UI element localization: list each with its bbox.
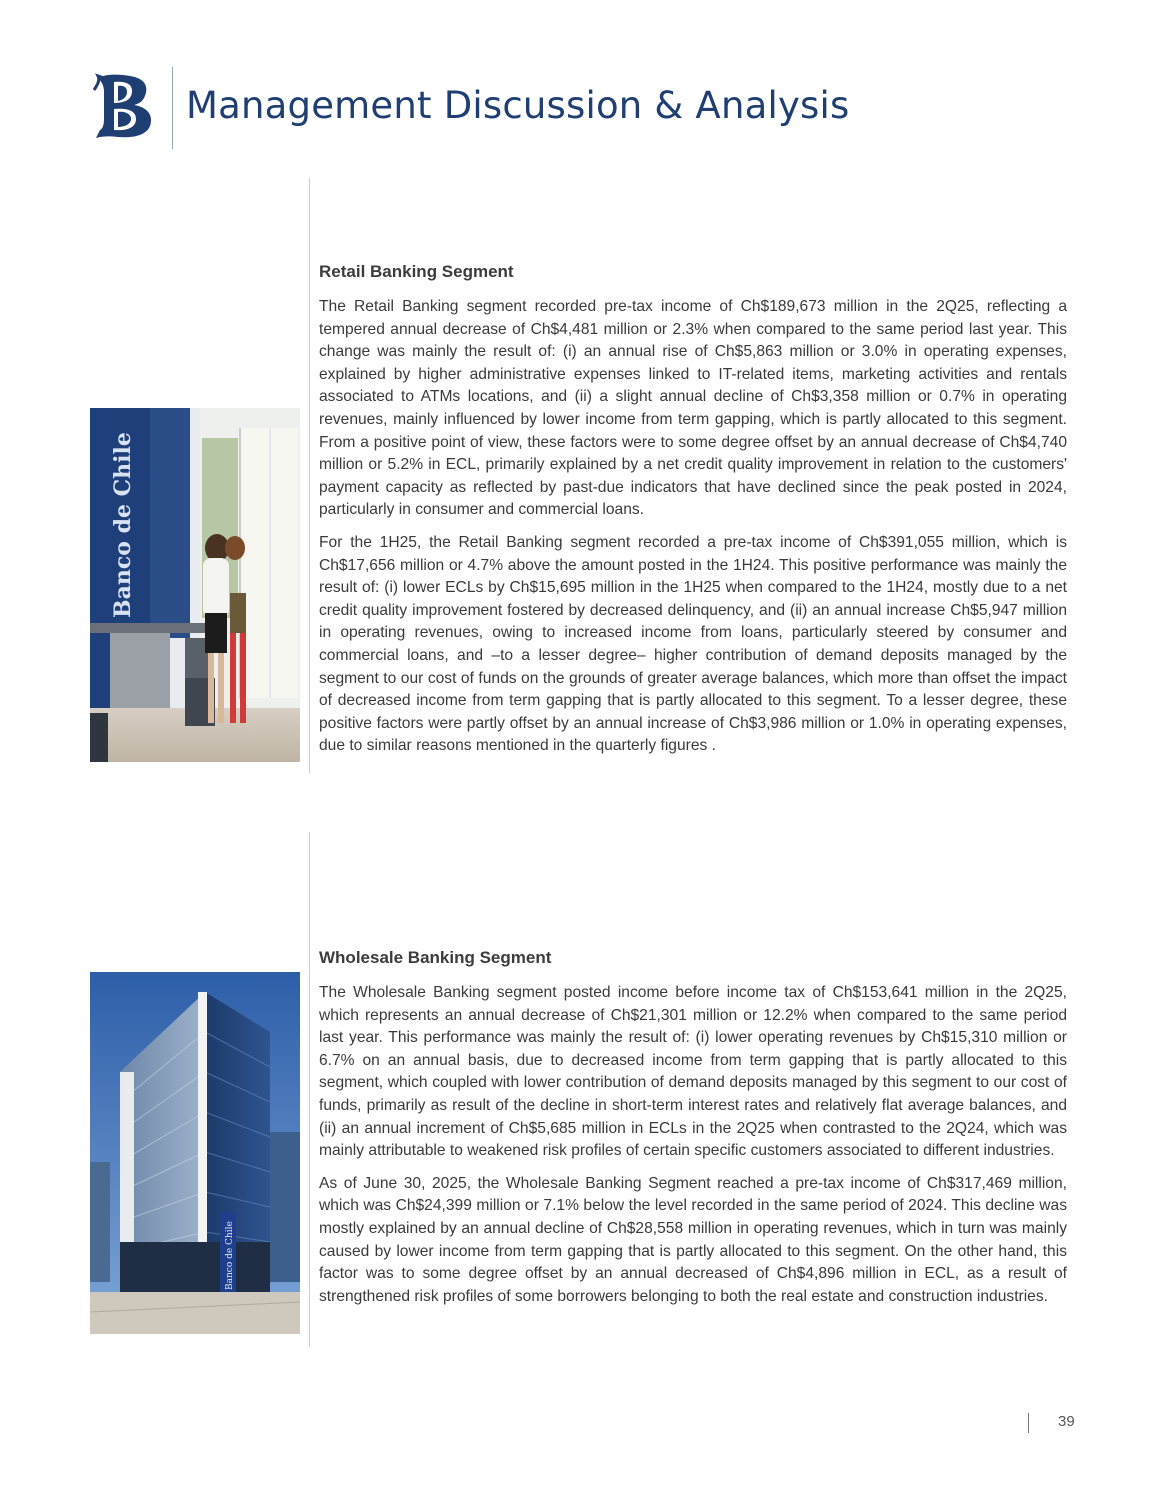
page-title: Management Discussion & Analysis: [186, 84, 850, 127]
page-number: 39: [1058, 1413, 1075, 1430]
section-paragraph: For the 1H25, the Retail Banking segment recorded a pre-tax income of Ch$391,055 million, which is Ch$17,656 million or 4.7% above the amount posted in the 1H24. This positive performance was mainly the result of: (i) lower ECLs by Ch$15,695 million in the 1H25 when compared to the 1H24, mostly due to a net credit quality improvement fostered by decreased delinquency, and (ii) an annual increase Ch$5,947 million in operating revenues, owing to increased income from loans, particularly steered by consumer and commercial loans, and –to a lesser degree– higher contribution of demand deposits managed by the segment to our cost of funds on the grounds of greater average balances, which more than offset the impact of decreased income from term gapping that is partly allocated to this segment. To a lesser degree, these positive factors were partly offset by an annual increase of Ch$3,986 million or 1.0% in operating expenses, due to similar reasons mentioned in the quarterly figures .: [319, 533, 1067, 755]
retail-branch-photo: [90, 408, 300, 762]
section-paragraph: The Wholesale Banking segment posted income before income tax of Ch$153,641 million in the 2Q25, which represents an annual decrease of Ch$21,301 million or 12.2% when compared to the same period last year. This performance was mainly the result of: (i) lower operating revenues by Ch$15,310 million or 6.7% on an annual basis, due to decreased income from term gapping that is partly allocated to this segment, which coupled with lower contribution of demand deposits managed by this segment to our cost of funds, primarily as result of the decline in short-term interest rates and relatively flat average balances, and (ii) an annual increment of Ch$5,685 million in ECLs in the 2Q25 when contrasted to the 2Q24, which was mainly attributable to weakened risk profiles of certain specific customers associated to different industries.: [319, 984, 1067, 1160]
column-divider-bottom: [309, 832, 310, 1347]
branch-sign-text: Banco de Chile: [110, 432, 136, 618]
banco-de-chile-b-logo-icon: [92, 70, 158, 142]
section-heading: Wholesale Banking Segment: [319, 948, 552, 967]
footer-divider: [1028, 1413, 1029, 1433]
header-divider: [172, 67, 173, 149]
section-paragraph: As of June 30, 2025, the Wholesale Banking Segment reached a pre-tax income of Ch$317,469 million, which was Ch$24,399 million or 7.1% below the level recorded in the same period of 2024. This decline was mostly explained by an annual decline of Ch$28,558 million in operating revenues, which in turn was mainly caused by lower income from term gapping that is partly allocated to this segment. On the other hand, this factor was to some degree offset by an annual decreased of Ch$4,896 million in ECL, as a result of strengthened risk profiles of some borrowers belonging to both the real estate and construction industries.: [319, 1174, 1067, 1305]
section-heading: Retail Banking Segment: [319, 262, 514, 281]
wholesale-banking-section: [319, 948, 1067, 1318]
column-divider-top: [309, 178, 310, 773]
section-paragraph: The Retail Banking segment recorded pre-tax income of Ch$189,673 million in the 2Q25, reflecting a tempered annual decrease of Ch$4,481 million or 2.3% when compared to the same period last year. This change was mainly the result of: (i) an annual rise of Ch$5,863 million or 3.0% in operating expenses, explained by higher administrative expenses linked to IT-related items, marketing activities and rentals associated to ATMs locations, and (ii) a slight annual decline of Ch$3,358 million or 0.7% in operating revenues, mainly influenced by lower income from term gapping, which is partly allocated to this segment. From a positive point of view, these factors were to some degree offset by an annual decrease of Ch$4,740 million or 5.2% in ECL, primarily explained by a net credit quality improvement in relation to the customers' payment capacity as reflected by past-due indicators that have declined since the peak posted in 2024, particularly in consumer and commercial loans.: [319, 298, 1067, 519]
retail-banking-section: [319, 262, 1067, 768]
tower-sign-text: Banco de Chile: [225, 1221, 235, 1290]
wholesale-tower-photo: [90, 972, 300, 1334]
